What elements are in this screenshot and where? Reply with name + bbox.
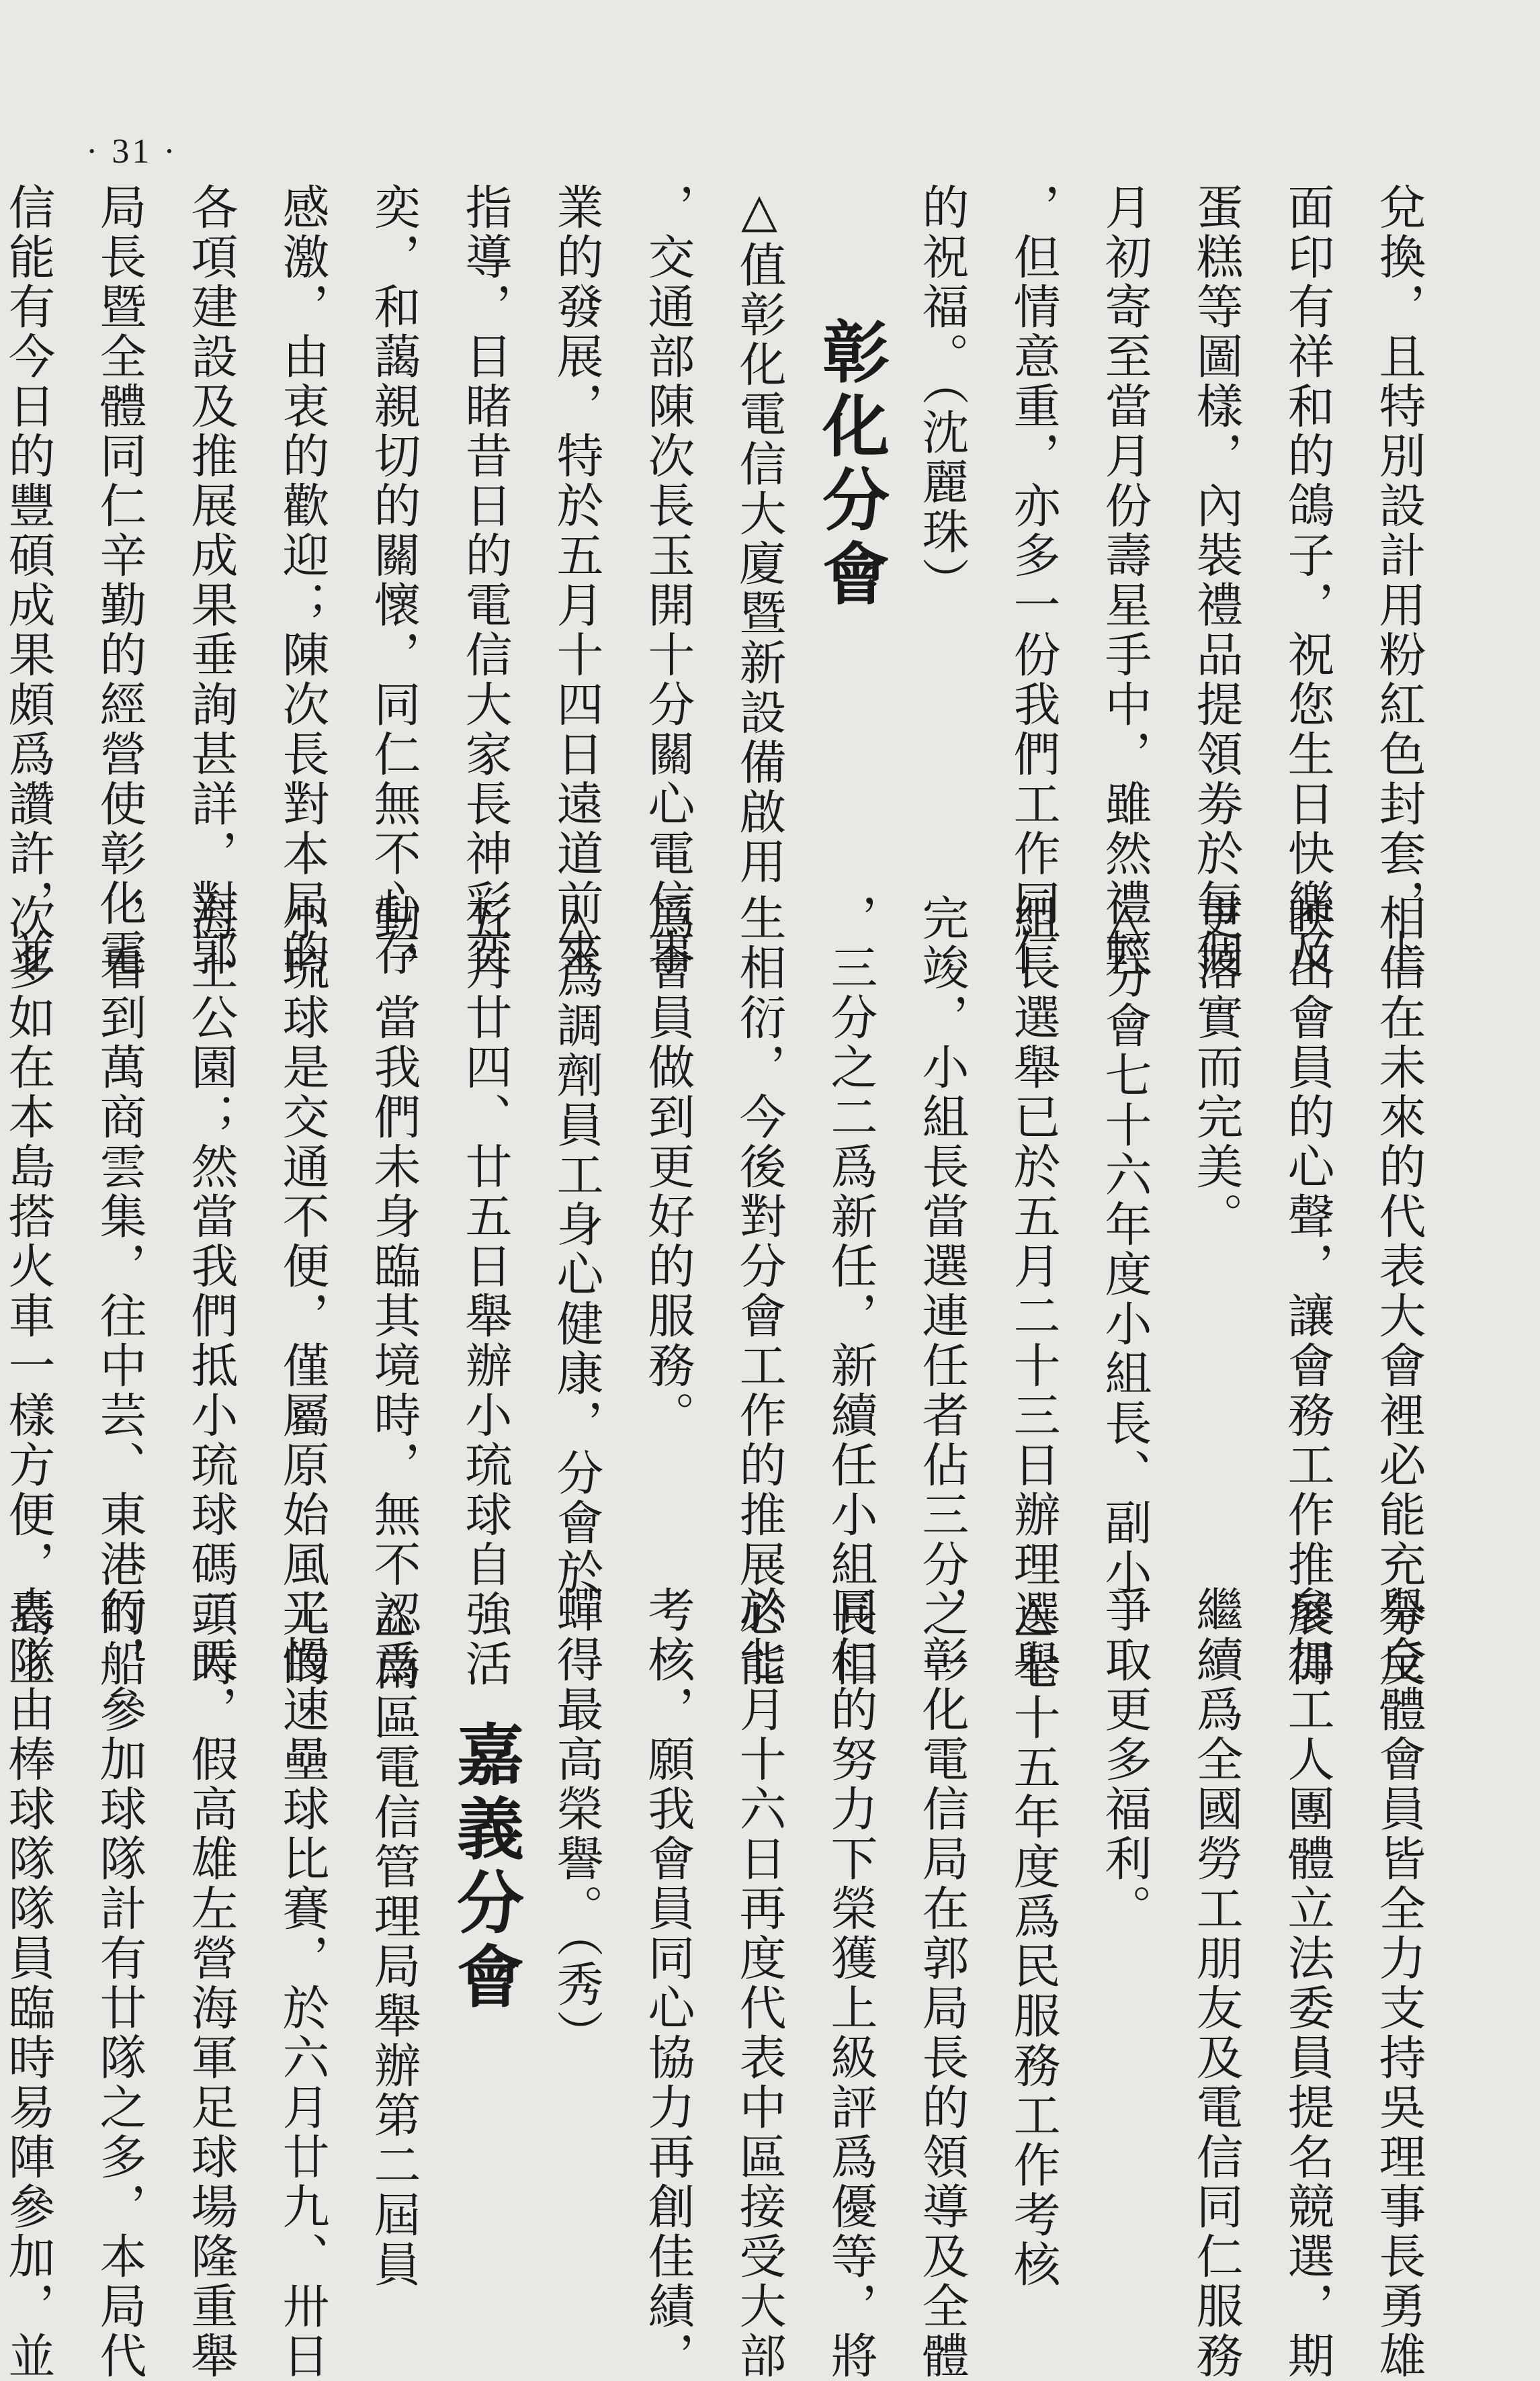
text-line: 生相衍，今後對分會工作的推展必能 <box>732 894 787 1689</box>
text-line: 信能有今日的豐碩成果頗爲讚許，並 <box>1 183 56 978</box>
text-line: 蟬得最高榮譽。（秀） <box>549 1586 604 2059</box>
text-line: 面印有祥和的鴿子，祝您生日快樂及 <box>1280 183 1335 978</box>
page-number: · 31 · <box>86 132 178 171</box>
text-line: 組長選舉已於五月二十三日辦理選舉 <box>1006 894 1061 1689</box>
text-line: 二天，假高雄左營海軍足球場隆重舉 <box>183 1586 239 2381</box>
text-line: 各項建設及推展成果垂詢甚詳，對郭 <box>183 183 239 978</box>
text-line: 考核，願我會員同心協力再創佳績， <box>640 1586 695 2381</box>
text-line: △值彰化電信大廈暨新設備啟用 <box>732 183 787 887</box>
text-line: 繼續爲全國勞工朋友及電信同仁服務 <box>1189 1586 1244 2381</box>
text-line: ，看到萬商雲集，往中芸、東港的船 <box>92 894 147 1689</box>
text-line: 完竣，小組長當選連任者佔三分之一 <box>914 894 970 1689</box>
text-line: 業的發展，特於五月十四日遠道前來 <box>549 183 604 978</box>
text-line: 映出會員的心聲，讓會務工作推展得 <box>1280 894 1335 1689</box>
text-line: 兌換，且特別設計用粉紅色封套，上 <box>1371 183 1426 978</box>
text-line: 奕，和藹親切的關懷，同仁無不心存 <box>366 183 421 978</box>
text-line: 更落實而完美。 <box>1189 894 1244 1242</box>
text-line: ，交通部陳次長玉開十分關心電信事 <box>640 183 695 978</box>
text-line: ，但情意重，亦多一份我們工作同仁 <box>1006 183 1061 978</box>
text-line: 次多如在本島搭火車一樣方便，島上 <box>1 894 56 1689</box>
text-line: 表隊由棒球隊隊員臨時易陣參加，並 <box>1 1586 56 2381</box>
section-heading-changhua: 彰化分會 <box>811 317 890 613</box>
text-line: △南區電信管理局舉辦第二屆員 <box>366 1586 421 2290</box>
text-band-middle <box>1 894 1445 1689</box>
text-line: 小琉球是交通不便，僅屬原始風光的 <box>275 894 330 1689</box>
text-line: 動，當我們未身臨其境時，無不認爲 <box>366 894 421 1689</box>
text-line: 月初寄至當月份壽星手中，雖然禮輕 <box>1097 183 1152 978</box>
text-line: 舉全體會員皆全力支持吳理事長勇雄 <box>1371 1586 1426 2381</box>
text-line: 行，參加球隊計有廿隊之多，本局代 <box>92 1586 147 2381</box>
text-line: 海上公園；然當我們抵小琉球碼頭時 <box>183 894 239 1689</box>
text-line: ，三分之二爲新任，新續任小組長相 <box>823 894 878 1689</box>
text-band-top <box>1 183 1445 978</box>
text-line: △分會七十六年度小組長、副小 <box>1097 894 1152 1598</box>
text-line: 於七月十六日再度代表中區接受大部 <box>732 1586 787 2381</box>
text-line: 相信在未來的代表大會裡必能充分反 <box>1371 894 1426 1689</box>
text-line: 工慢速壘球比賽，於六月廿九、卅日 <box>275 1586 330 2381</box>
text-line: 指導，目睹昔日的電信大家長神彩奕 <box>458 183 513 978</box>
text-line: 同仁的努力下榮獲上級評爲優等，將 <box>823 1586 878 2381</box>
text-line: 蛋糕等圖樣，內裝禮品提領劵於每個 <box>1189 183 1244 978</box>
text-line: 感激，由衷的歡迎；陳次長對本局的 <box>275 183 330 978</box>
text-line: △爲調劑員工身心健康，分會於 <box>549 894 604 1598</box>
text-line: △七十五年度爲民服務工作考核 <box>1006 1586 1061 2290</box>
text-line: 五月廿四、廿五日舉辦小琉球自強活 <box>458 894 513 1689</box>
text-line: 的祝福。（沈麗珠） <box>914 183 970 607</box>
text-line: 參加工人團體立法委員提名競選，期 <box>1280 1586 1335 2381</box>
section-heading-chiayi: 嘉義分會 <box>445 1720 525 2016</box>
text-line: 局長暨全體同仁辛勤的經營使彰化電 <box>92 183 147 978</box>
text-line: 爲會員做到更好的服務。 <box>640 894 695 1440</box>
text-band-bottom <box>1 1586 1445 2381</box>
text-line: ，彰化電信局在郭局長的領導及全體 <box>914 1586 970 2381</box>
text-line: 爭取更多福利。 <box>1097 1586 1152 1934</box>
